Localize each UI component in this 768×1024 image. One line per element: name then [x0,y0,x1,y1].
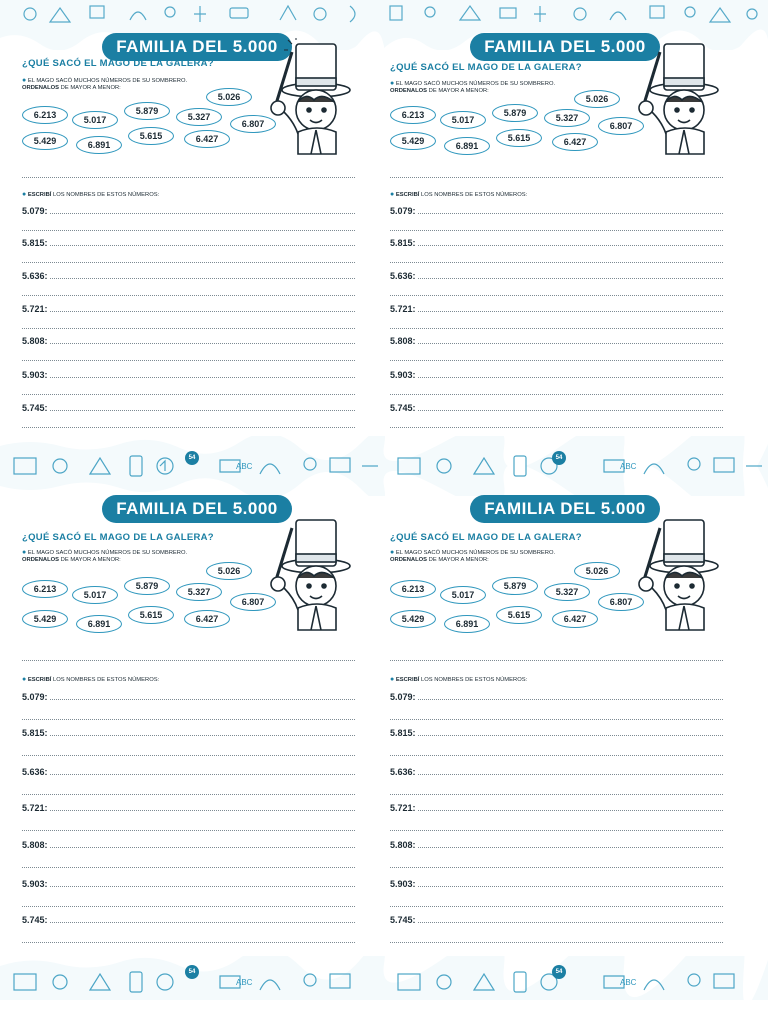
number-oval: 6.891 [444,137,490,155]
write-entry[interactable]: 5.636: [22,767,355,777]
worksheet-title: FAMILIA DEL 5.000 [470,495,660,523]
number-oval: 5.429 [390,610,436,628]
write-entry[interactable]: 5.079: [390,206,723,216]
write-instruction: ● ESCRIBÍ LOS NOMBRES DE ESTOS NÚMEROS: [22,191,160,198]
write-entry[interactable]: 5.721: [22,304,355,314]
write-entry[interactable]: 5.903: [22,370,355,380]
number-oval: 5.017 [72,111,118,129]
write-entry[interactable]: 5.079: [22,206,355,216]
number-oval: 6.891 [76,136,122,154]
write-line[interactable] [390,719,723,720]
worksheet-title: FAMILIA DEL 5.000 [470,33,660,61]
number-oval: 6.807 [230,593,276,611]
order-instruction: ● EL MAGO SACÓ MUCHOS NÚMEROS DE SU SOMBRERO. ORDENALOS DE MAYOR A MENOR: [390,80,556,94]
write-line[interactable] [390,328,723,329]
order-instruction: ● EL MAGO SACÓ MUCHOS NÚMEROS DE SU SOMBRERO. ORDENALOS DE MAYOR A MENOR: [22,549,188,563]
write-line[interactable] [390,427,723,428]
divider-line [390,660,723,661]
write-line[interactable] [390,830,723,831]
write-line[interactable] [22,328,355,329]
bottom-border [0,948,768,1024]
write-entry[interactable]: 5.808: [22,336,355,346]
number-oval: 6.213 [390,106,436,124]
number-oval: 5.026 [574,562,620,580]
number-oval: 6.807 [598,117,644,135]
number-oval: 5.429 [390,132,436,150]
number-oval: 5.429 [22,610,68,628]
write-line[interactable] [390,295,723,296]
number-oval: 5.017 [440,586,486,604]
number-oval: 5.327 [544,109,590,127]
write-line[interactable] [22,394,355,395]
number-oval: 5.026 [574,90,620,108]
magic-wand-icon [276,52,292,104]
number-oval: 6.427 [552,610,598,628]
page-number-badge: 54 [552,965,566,979]
write-line[interactable] [390,262,723,263]
write-line[interactable] [390,794,723,795]
worksheet-question: ¿QUÉ SACÓ EL MAGO DE LA GALERA? [22,532,214,543]
number-oval: 5.879 [124,577,170,595]
write-line[interactable] [22,230,355,231]
page-number-badge: 54 [552,451,566,465]
write-entry[interactable]: 5.721: [390,803,723,813]
write-line[interactable] [390,360,723,361]
number-oval: 6.213 [22,580,68,598]
number-oval: 5.327 [176,108,222,126]
write-line[interactable] [390,906,723,907]
write-line[interactable] [22,427,355,428]
magic-wand-icon [644,52,660,104]
worksheet-title: FAMILIA DEL 5.000 [102,495,292,523]
write-line[interactable] [390,942,723,943]
number-oval: 6.427 [184,610,230,628]
write-entry[interactable]: 5.079: [390,692,723,702]
number-oval: 5.615 [128,606,174,624]
number-oval: 5.429 [22,132,68,150]
number-oval: 6.891 [76,615,122,633]
school-doodle-border-icon [0,948,768,1024]
write-line[interactable] [22,295,355,296]
write-entry[interactable]: 5.721: [390,304,723,314]
write-instruction: ● ESCRIBÍ LOS NOMBRES DE ESTOS NÚMEROS: [390,676,528,683]
write-entry[interactable]: 5.636: [22,271,355,281]
number-oval: 5.327 [544,583,590,601]
write-entry[interactable]: 5.815: [22,238,355,248]
number-oval: 5.017 [72,586,118,604]
write-entry[interactable]: 5.745: [22,915,355,925]
write-line[interactable] [22,262,355,263]
magician-icon [254,508,359,638]
write-line[interactable] [390,394,723,395]
number-oval: 5.327 [176,583,222,601]
magician-icon [254,38,359,156]
write-entry[interactable]: 5.808: [390,336,723,346]
page-number-badge: 54 [185,965,199,979]
write-line[interactable] [22,794,355,795]
divider-line [22,177,355,178]
number-oval: 5.879 [124,102,170,120]
number-oval: 5.615 [128,127,174,145]
write-entry[interactable]: 5.636: [390,767,723,777]
write-entry[interactable]: 5.745: [390,915,723,925]
number-oval: 6.891 [444,615,490,633]
number-oval: 6.213 [22,106,68,124]
write-line[interactable] [390,230,723,231]
number-oval: 6.213 [390,580,436,598]
write-line[interactable] [22,719,355,720]
write-entry[interactable]: 5.721: [22,803,355,813]
write-instruction: ● ESCRIBÍ LOS NOMBRES DE ESTOS NÚMEROS: [22,676,160,683]
number-oval: 5.026 [206,88,252,106]
write-line[interactable] [390,755,723,756]
number-oval: 5.615 [496,606,542,624]
worksheet-card [376,462,730,950]
write-entry[interactable]: 5.636: [390,271,723,281]
worksheet-card [376,0,730,436]
magician-icon [622,38,727,156]
number-oval: 6.427 [184,130,230,148]
magic-wand-icon [644,528,660,580]
write-entry[interactable]: 5.815: [22,728,355,738]
write-line[interactable] [22,867,355,868]
write-entry[interactable]: 5.808: [390,840,723,850]
svg-text:ABC: ABC [236,978,253,987]
write-entry[interactable]: 5.808: [22,840,355,850]
number-oval: 5.879 [492,577,538,595]
page-number-badge: 54 [185,451,199,465]
order-instruction: ● EL MAGO SACÓ MUCHOS NÚMEROS DE SU SOMBRERO. ORDENALOS DE MAYOR A MENOR: [22,77,188,91]
write-line[interactable] [22,906,355,907]
write-entry[interactable]: 5.815: [390,238,723,248]
write-entry[interactable]: 5.745: [22,403,355,413]
svg-text:ABC: ABC [236,462,253,471]
svg-text:ABC: ABC [620,462,637,471]
number-oval: 5.017 [440,111,486,129]
magic-wand-icon [276,528,292,580]
svg-text:ABC: ABC [620,978,637,987]
write-entry[interactable]: 5.903: [390,370,723,380]
write-line[interactable] [390,867,723,868]
write-entry[interactable]: 5.903: [390,879,723,889]
worksheet-card [8,0,362,436]
order-instruction: ● EL MAGO SACÓ MUCHOS NÚMEROS DE SU SOMBRERO. ORDENALOS DE MAYOR A MENOR: [390,549,556,563]
write-entry[interactable]: 5.815: [390,728,723,738]
write-line[interactable] [22,830,355,831]
number-oval: 6.807 [598,593,644,611]
worksheet-question: ¿QUÉ SACÓ EL MAGO DE LA GALERA? [390,62,582,73]
write-entry[interactable]: 5.903: [22,879,355,889]
number-oval: 5.026 [206,562,252,580]
worksheet-question: ¿QUÉ SACÓ EL MAGO DE LA GALERA? [22,58,214,69]
divider-line [390,177,723,178]
write-entry[interactable]: 5.745: [390,403,723,413]
magician-icon [622,508,727,638]
worksheet-question: ¿QUÉ SACÓ EL MAGO DE LA GALERA? [390,532,582,543]
worksheet-title: FAMILIA DEL 5.000 [102,33,292,61]
number-oval: 5.879 [492,104,538,122]
write-instruction: ● ESCRIBÍ LOS NOMBRES DE ESTOS NÚMEROS: [390,191,528,198]
worksheet-card [8,462,362,950]
write-line[interactable] [22,360,355,361]
write-entry[interactable]: 5.079: [22,692,355,702]
write-line[interactable] [22,942,355,943]
number-oval: 6.427 [552,133,598,151]
write-line[interactable] [22,755,355,756]
number-oval: 6.807 [230,115,276,133]
number-oval: 5.615 [496,129,542,147]
divider-line [22,660,355,661]
